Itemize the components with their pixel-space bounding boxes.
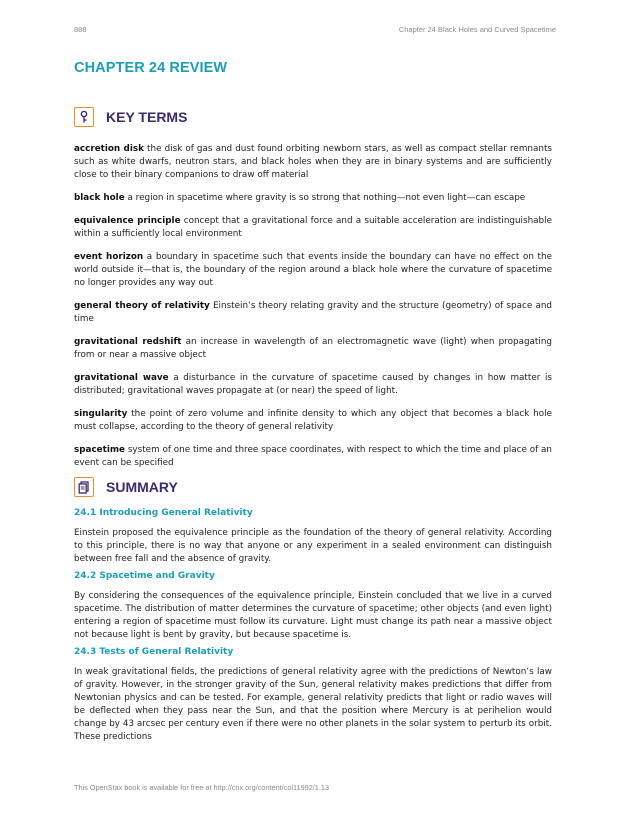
key-term-word: event horizon	[74, 252, 144, 262]
summary-subheading: 24.1 Introducing General Relativity	[74, 508, 253, 518]
chapter-title: CHAPTER 24 REVIEW	[74, 60, 228, 76]
summary-subheading: 24.3 Tests of General Relativity	[74, 647, 234, 657]
page-footer: This OpenStax book is available for free at http://cnx.org/content/col11992/1.13	[74, 783, 330, 792]
key-term-definition: system of one time and three space coordinates, with respect to which the time and place of an event can be specified	[74, 445, 552, 468]
key-term-word: general theory of relativity	[74, 301, 210, 311]
key-term-definition: a region in spacetime where gravity is so strong that nothing—not even light—can escape	[124, 193, 526, 203]
summary-paragraph: In weak gravitational fields, the predictions of general relativity agree with the predictions of Newton’s law of gravity. However, in the stronger gravity of the Sun, general relativity makes predictions that differ from Newtonian physics and can be tested. For example, general relativity predicts that light or radio waves will be deflected when they pass near the Sun, and that the position where Mercury is at perihelion would change by 43 arcsec per century even if there were no other planets in the solar system to perturb its orbit. These predictions	[74, 667, 552, 742]
key-terms-header	[74, 107, 187, 127]
key-term-word: black hole	[74, 193, 125, 203]
key-term-entry	[74, 300, 552, 326]
key-term-definition: an increase in wavelength of an electromagnetic wave (light) when propagating from or near a massive object	[74, 337, 552, 360]
key-term-definition: a boundary in spacetime such that events inside the boundary can have no effect on the world outside it—that is, the boundary of the region around a black hole where the curvature of spacetime no longer provides any way out	[74, 252, 552, 288]
key-term-entry	[74, 408, 552, 434]
running-header: Chapter 24 Black Holes and Curved Spacetime	[398, 25, 556, 34]
summary-paragraph: Einstein proposed the equivalence principle as the foundation of the theory of general relativity. According to this principle, there is no way that anyone or any experiment in a sealed environment can distinguish between free fall and the absence of gravity.	[74, 528, 552, 564]
key-term-word: spacetime	[74, 445, 126, 455]
key-term-entry	[74, 444, 552, 470]
key-icon	[74, 107, 94, 127]
key-term-word: gravitational redshift	[74, 337, 182, 347]
key-term-definition: a disturbance in the curvature of spacetime caused by changes in how matter is distributed; gravitational waves propagate at (or near) the speed of light.	[74, 373, 552, 396]
key-term-entry	[74, 192, 552, 205]
key-term-entry	[74, 215, 552, 241]
key-term-definition: the point of zero volume and infinite density to which any object that becomes a black hole must collapse, according to the theory of general relativity	[74, 409, 552, 432]
page-number: 888	[74, 25, 87, 34]
key-term-entry	[74, 372, 552, 398]
key-term-entry	[74, 336, 552, 362]
summary-subheading: 24.2 Spacetime and Gravity	[74, 571, 215, 581]
key-term-entry	[74, 251, 552, 290]
key-term-word: accretion disk	[74, 144, 144, 154]
key-term-definition: concept that a gravitational force and a suitable acceleration are indistinguishable within a sufficiently local environment	[74, 216, 552, 239]
key-terms-heading: KEY TERMS	[106, 109, 188, 125]
summary-section	[74, 508, 552, 749]
key-term-definition: Einstein’s theory relating gravity and the structure (geometry) of space and time	[74, 301, 552, 324]
key-term-word: equivalence principle	[74, 216, 181, 226]
key-term-word: gravitational wave	[74, 373, 169, 383]
key-term-word: singularity	[74, 409, 128, 419]
summary-header	[74, 477, 178, 497]
key-term-entry	[74, 143, 552, 182]
summary-icon	[74, 477, 94, 497]
key-term-definition: the disk of gas and dust found orbiting newborn stars, as well as compact stellar remnants such as white dwarfs, neutron stars, and black holes when they are in binary systems and are sufficiently close to their binary companions to draw off material	[74, 144, 552, 180]
key-terms-list	[74, 143, 552, 480]
summary-heading: SUMMARY	[106, 479, 178, 495]
summary-paragraph: By considering the consequences of the equivalence principle, Einstein concluded that we live in a curved spacetime. The distribution of matter determines the curvature of spacetime; other objects (and even light) entering a region of spacetime must follow its curvature. Light must change its path near a massive object not because light is bent by gravity, but because spacetime is.	[74, 591, 552, 640]
